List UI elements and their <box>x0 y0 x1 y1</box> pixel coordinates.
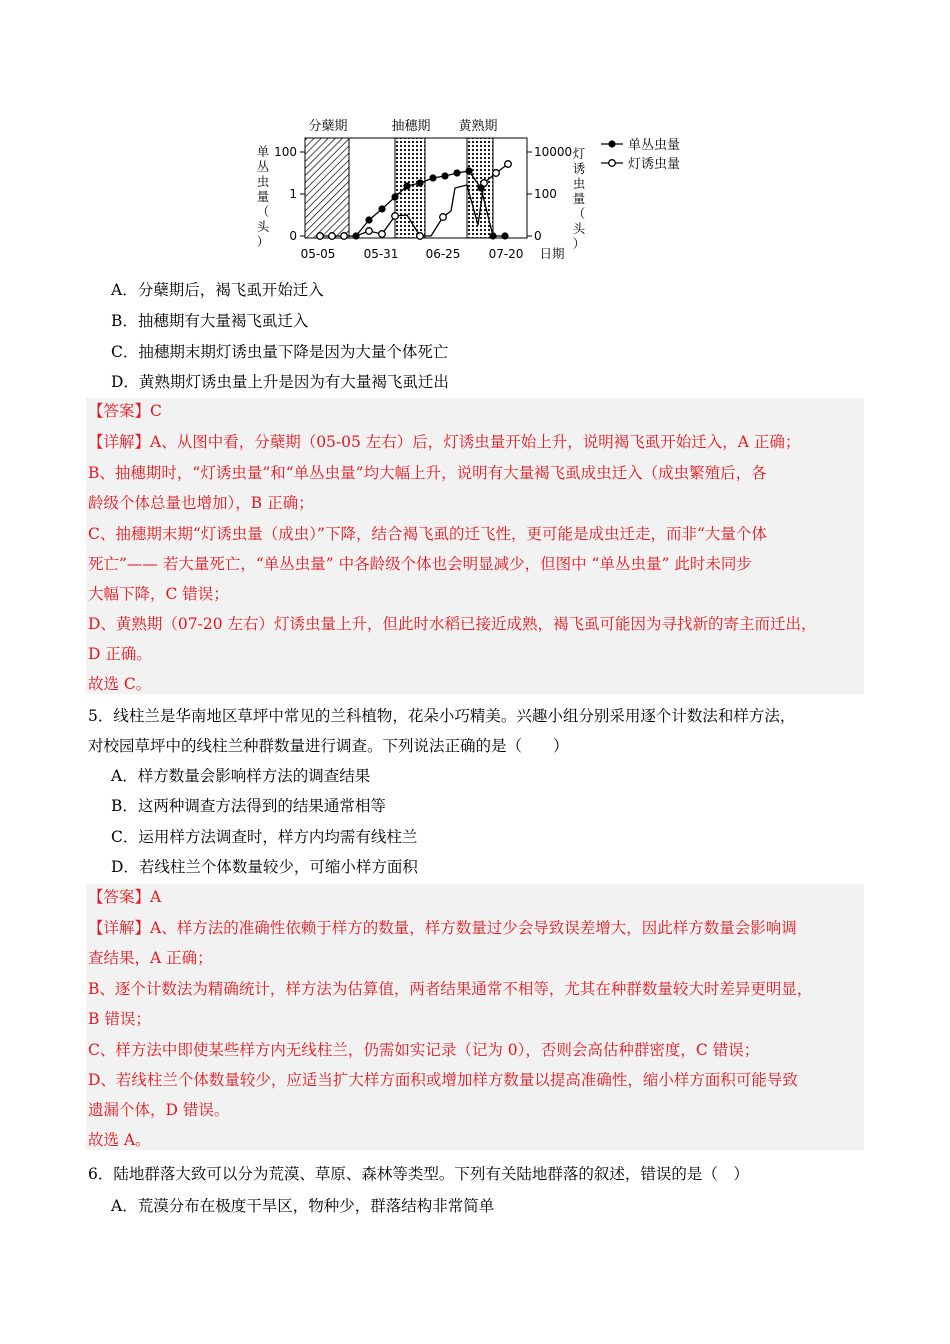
light-trap-point <box>440 214 447 221</box>
chart-legend <box>601 137 680 172</box>
light-trap-point <box>505 161 512 168</box>
per-cluster-point <box>441 172 448 179</box>
per-cluster-point <box>365 216 372 223</box>
q5-option-a: A．样方数量会影响样方法的调查结果 <box>111 767 371 785</box>
q6-stem-line: 6．陆地群落大致可以分为荒漠、草原、森林等类型。下列有关陆地群落的叙述，错误的是（ ） <box>88 1165 749 1183</box>
legend-filled-marker <box>608 140 615 147</box>
light-trap-point <box>341 233 348 240</box>
light-trap-point <box>329 233 336 240</box>
q5-detail-line: D、若线柱兰个体数量较少，应适当扩大样方面积或增加样方数量以提高准确性，缩小样方面积可能导致 <box>88 1071 798 1089</box>
q5-detail-line: 遗漏个体，D 错误。 <box>88 1101 230 1119</box>
q5-detail-line: 【详解】A、样方法的准确性依赖于样方的数量，样方数量过少会导致误差增大，因此样方数量会影响调 <box>88 919 797 937</box>
left-axis-char: 头 <box>256 219 270 234</box>
per-cluster-point <box>352 232 359 239</box>
q5-option-b: B．这两种调查方法得到的结果通常相等 <box>111 797 386 815</box>
per-cluster-point <box>378 205 385 212</box>
x-tick-label: 05-05 <box>300 247 336 261</box>
x-tick-label: 05-31 <box>363 247 399 261</box>
left-axis-char: 虫 <box>256 174 270 189</box>
q5-answer-block <box>86 884 864 1150</box>
q5-detail-line: 查结果，A 正确； <box>88 949 213 967</box>
light-trap-point <box>366 228 373 235</box>
q4-detail-line: 死亡”—— 若大量死亡，“单丛虫量” 中各龄级个体也会明显减少，但图中 “单丛虫量” 此时未同步 <box>88 555 752 573</box>
x-tick-label: 07-20 <box>488 247 524 261</box>
phase-label-heading: 抽穗期 <box>391 119 431 134</box>
x-axis-title: 日期 <box>539 246 565 261</box>
per-cluster-point <box>501 232 508 239</box>
q5-option-d: D．若线柱兰个体数量较少，可缩小样方面积 <box>111 858 418 876</box>
right-axis-char: 量 <box>572 191 586 206</box>
right-axis-char: ） <box>572 236 586 251</box>
q5-stem-line: 对校园草坪中的线柱兰种群数量进行调查。下列说法正确的是（ ） <box>88 737 569 755</box>
left-axis-char: （ <box>256 204 270 219</box>
light-trap-point <box>317 233 324 240</box>
q4-detail-line: 大幅下降，C 错误； <box>88 585 229 603</box>
q4-option-d: D．黄熟期灯诱虫量上升是因为有大量褐飞虱迁出 <box>111 373 449 391</box>
phase-label-tillering: 分蘖期 <box>308 119 348 134</box>
population-chart <box>255 112 695 264</box>
chart-svg <box>255 112 695 264</box>
q4-option-c: C．抽穗期末期灯诱虫量下降是因为大量个体死亡 <box>111 343 449 361</box>
left-tick-label: 100 <box>274 145 297 159</box>
legend-label-per-cluster: 单丛虫量 <box>628 138 681 153</box>
q4-detail-line: C、抽穗期末期“灯诱虫量（成虫）”下降，结合褐飞虱的迁飞性，更可能是成虫迁走，而非“大量个体 <box>88 525 767 543</box>
light-trap-point <box>379 231 386 238</box>
legend-open-marker <box>609 160 616 167</box>
left-tick-label: 1 <box>289 187 297 201</box>
per-cluster-point <box>465 167 472 174</box>
left-axis-char: 单 <box>256 144 270 159</box>
q6-option-a: A．荒漠分布在极度干旱区，物种少，群落结构非常简单 <box>111 1197 495 1215</box>
per-cluster-point <box>429 174 436 181</box>
q4-detail-line: D、黄熟期（07-20 左右）灯诱虫量上升，但此时水稻已接近成熟，褐飞虱可能因为寻找新的寄主而迁出， <box>88 615 817 633</box>
q5-detail-line: B 错误； <box>88 1010 151 1028</box>
q5-detail-line: B、逐个计数法为精确统计，样方法为估算值，两者结果通常不相等，尤其在种群数量较大时差异更明显， <box>88 980 813 998</box>
q5-answer: 【答案】A <box>88 888 162 906</box>
q4-answer: 【答案】C <box>88 402 162 420</box>
right-axis-char: 灯 <box>572 146 586 161</box>
phase-label-ripening: 黄熟期 <box>458 119 498 134</box>
per-cluster-point <box>403 182 410 189</box>
q5-detail-line: C、样方法中即使某些样方内无线柱兰，仍需如实记录（记为 0），否则会高估种群密度，C 错误； <box>88 1041 760 1059</box>
q4-detail-line: D 正确。 <box>88 645 152 663</box>
light-trap-point <box>392 213 399 220</box>
right-axis-char: 虫 <box>572 176 586 191</box>
q5-option-c: C．运用样方法调查时，样方内均需有线柱兰 <box>111 828 418 846</box>
q4-detail-line: B、抽穗期时，“灯诱虫量”和“单丛虫量”均大幅上升，说明有大量褐飞虱成虫迁入（成虫繁殖后，各 <box>88 464 767 482</box>
per-cluster-point <box>477 184 484 191</box>
per-cluster-point <box>453 169 460 176</box>
x-tick-label: 06-25 <box>425 247 461 261</box>
right-axis-char: 诱 <box>572 161 586 176</box>
q4-detail-line: 故选 C。 <box>88 675 152 693</box>
q4-option-b: B．抽穗期有大量褐飞虱迁入 <box>111 312 309 330</box>
q5-stem-line: 5．线柱兰是华南地区草坪中常见的兰科植物，花朵小巧精美。兴趣小组分别采用逐个计数法和样方法， <box>88 707 796 725</box>
per-cluster-point <box>489 232 496 239</box>
per-cluster-point <box>416 179 423 186</box>
per-cluster-point <box>391 193 398 200</box>
legend-label-light-trap: 灯诱虫量 <box>628 157 681 172</box>
tillering-region <box>305 138 349 238</box>
right-axis-char: （ <box>572 206 586 221</box>
q4-option-a: A．分蘖期后，褐飞虱开始迁入 <box>111 281 324 299</box>
right-tick-label: 100 <box>534 187 557 201</box>
left-axis-char: 丛 <box>256 159 270 174</box>
heading-region <box>395 138 425 238</box>
q5-detail-line: 故选 A。 <box>88 1131 151 1149</box>
q4-detail-line: 龄级个体总量也增加），B 正确； <box>88 494 314 512</box>
left-axis-title <box>257 144 270 249</box>
light-trap-point <box>493 170 500 177</box>
q4-answer-block <box>86 398 864 694</box>
q4-detail-line: 【详解】A、从图中看，分蘖期（05-05 左右）后，灯诱虫量开始上升，说明褐飞虱开始迁入，A 正确； <box>88 433 801 451</box>
right-axis-title <box>573 146 586 251</box>
light-trap-point <box>417 233 424 240</box>
left-tick-label: 0 <box>289 229 297 243</box>
right-tick-label: 10000 <box>534 145 573 159</box>
left-axis-char: 量 <box>256 189 270 204</box>
left-axis-char: ） <box>256 234 270 249</box>
right-tick-label: 0 <box>534 229 542 243</box>
right-axis-char: 头 <box>572 221 586 236</box>
